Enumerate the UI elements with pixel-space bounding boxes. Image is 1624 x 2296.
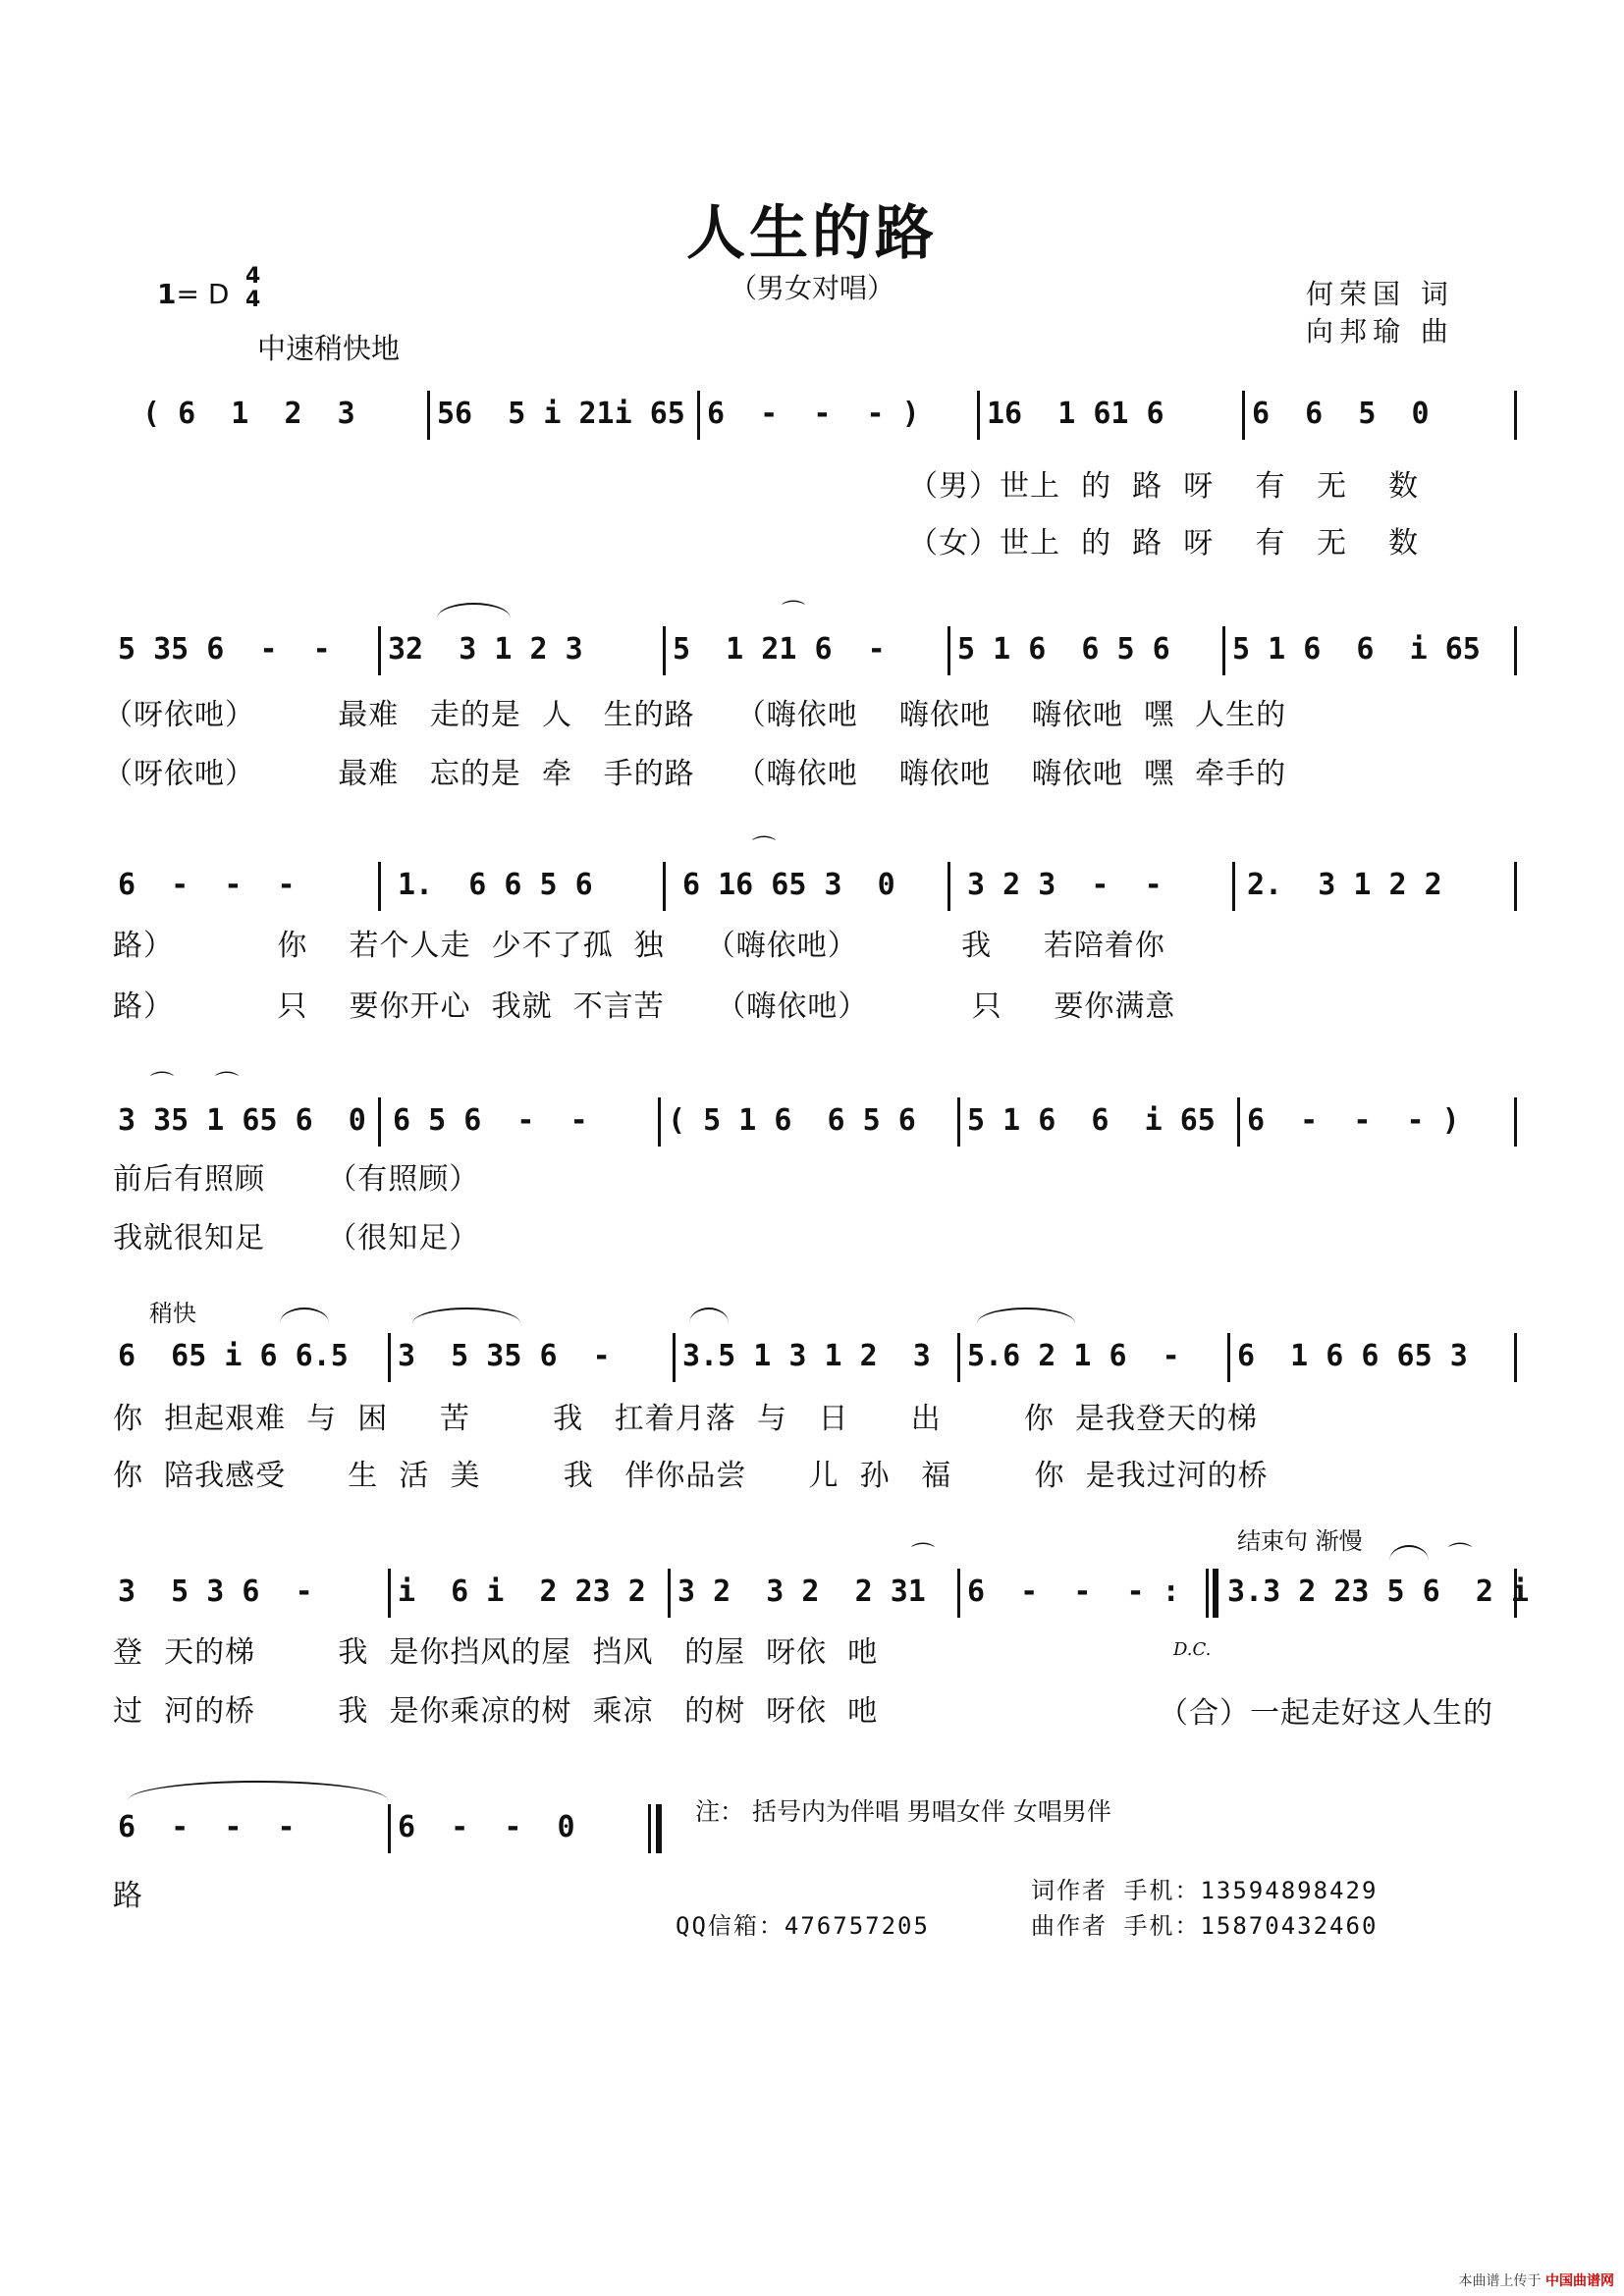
barline bbox=[947, 862, 950, 911]
measure: 6 - - - bbox=[118, 868, 313, 902]
measure: 3 2 3 2 2 31 bbox=[677, 1575, 944, 1609]
measure: 3.3 2 23 5 6 2 i bbox=[1227, 1575, 1547, 1609]
watermark-text: 本曲谱上传于 bbox=[1458, 2273, 1542, 2289]
barline bbox=[378, 626, 381, 675]
measure: 6 - - - : bbox=[967, 1575, 1180, 1609]
measure: i 6 i 2 23 2 bbox=[398, 1575, 664, 1609]
fermata-icon: ⌒ bbox=[752, 834, 776, 862]
measure: 6 1 6 6 65 3 bbox=[1237, 1339, 1486, 1373]
barline bbox=[947, 626, 950, 675]
measure: 32 3 1 2 3 bbox=[388, 632, 601, 667]
measure: 1. 6 6 5 6 bbox=[398, 868, 611, 902]
fermata-icon: ⌒ bbox=[215, 1070, 239, 1097]
time-bottom: 4 bbox=[245, 288, 261, 312]
lyrics-female: 路） 只 要你开心 我就 不言苦 （嗨依吔） 只 要你满意 bbox=[113, 989, 1176, 1024]
accompaniment-note: 注： 括号内为伴唱 男唱女伴 女唱男伴 bbox=[695, 1797, 1111, 1826]
ending-label: 结束句 渐慢 bbox=[1237, 1527, 1363, 1555]
barline bbox=[663, 862, 666, 911]
site-watermark bbox=[1459, 2270, 1614, 2290]
measure: 5 1 6 6 5 6 bbox=[957, 632, 1188, 667]
lyrics-male: 登 天的梯 我 是你挡风的屋 挡风 的屋 呀依 吔 bbox=[113, 1635, 879, 1670]
lyrics-female: 你 陪我感受 生 活 美 我 伴你品尝 儿 孙 福 你 是我过河的桥 bbox=[113, 1459, 1269, 1493]
measure: 6 16 65 3 0 bbox=[682, 868, 913, 902]
chorus-lyrics: （合）一起走好这人生的 bbox=[1159, 1696, 1493, 1731]
barline bbox=[1227, 1333, 1230, 1382]
barline bbox=[1514, 862, 1517, 911]
barline bbox=[388, 1333, 391, 1382]
measure: 5 1 6 6 i 65 bbox=[1232, 632, 1481, 667]
time-signature bbox=[245, 265, 260, 312]
barline bbox=[957, 1097, 960, 1147]
measure: 3 35 1 65 6 0 bbox=[118, 1103, 384, 1138]
tempo-marking: 中速稍快地 bbox=[257, 332, 401, 365]
da-capo: D.C. bbox=[1173, 1639, 1212, 1660]
measure: 6 65 i 6 6.5 bbox=[118, 1339, 366, 1373]
measure: 5 35 6 - - bbox=[118, 632, 349, 667]
measure: 6 5 6 - - bbox=[393, 1103, 606, 1138]
slur bbox=[437, 603, 511, 618]
key-signature bbox=[157, 278, 229, 310]
barline bbox=[977, 391, 980, 440]
measure: 16 1 61 6 bbox=[987, 397, 1182, 431]
barline bbox=[1514, 1097, 1517, 1147]
lyrics-male: 路） 你 若个人走 少不了孤 独 （嗨依吔） 我 若陪着你 bbox=[113, 929, 1165, 963]
measure: 6 6 5 0 bbox=[1252, 397, 1447, 431]
barline bbox=[668, 1569, 671, 1618]
barline bbox=[1222, 626, 1225, 675]
measure: 3 5 3 6 - bbox=[118, 1575, 331, 1609]
slur bbox=[280, 1308, 329, 1323]
measure: 3.5 1 3 1 2 3 bbox=[682, 1339, 948, 1373]
measure: 56 5 i 21i 65 bbox=[437, 397, 703, 431]
barline bbox=[656, 1804, 662, 1853]
slur bbox=[1389, 1545, 1429, 1561]
qq-email: QQ信箱：476757205 bbox=[676, 1912, 930, 1940]
measure: 5.6 2 1 6 - bbox=[967, 1339, 1198, 1373]
measure: 3 2 3 - - bbox=[967, 868, 1180, 902]
lyrics-male: （男）世上 的 路 呀 有 无 数 bbox=[908, 469, 1420, 504]
measure: 5 1 21 6 - bbox=[673, 632, 903, 667]
barline bbox=[673, 1333, 676, 1382]
fermata-icon: ⌒ bbox=[150, 1070, 174, 1097]
barline bbox=[388, 1569, 391, 1618]
lyrics-female: （呀依吔） 最难 忘的是 牵 手的路 （嗨依吔 嗨依吔 嗨依吔 嘿 牵手的 bbox=[103, 757, 1287, 791]
barline bbox=[648, 1804, 651, 1853]
song-subtitle: （男女对唱） bbox=[729, 272, 894, 304]
lyrics-male: 路 bbox=[113, 1879, 143, 1913]
fermata-icon: ⌒ bbox=[782, 599, 805, 626]
measure: 5 1 6 6 i 65 bbox=[967, 1103, 1233, 1138]
slur bbox=[689, 1308, 729, 1323]
barline bbox=[957, 1333, 960, 1382]
measure: 6 - - 0 bbox=[398, 1810, 593, 1844]
barline bbox=[378, 862, 381, 911]
slur bbox=[128, 1781, 388, 1800]
lyrics-male: 你 担起艰难 与 困 苦 我 扛着月落 与 日 出 你 是我登天的梯 bbox=[113, 1402, 1259, 1436]
measure: 6 - - - ) bbox=[707, 397, 920, 431]
composer-credit: 向邦瑜 曲 bbox=[1306, 315, 1454, 347]
lyricist-contact: 词作者 手机：13594898429 bbox=[1031, 1877, 1379, 1904]
barline bbox=[1206, 1569, 1209, 1618]
barline bbox=[1514, 1333, 1517, 1382]
lyrics-male: （呀依吔） 最难 走的是 人 生的路 （嗨依吔 嗨依吔 嗨依吔 嘿 人生的 bbox=[103, 698, 1287, 732]
barline bbox=[427, 391, 430, 440]
barline bbox=[663, 626, 666, 675]
lyrics-female: 过 河的桥 我 是你乘凉的树 乘凉 的树 呀依 吔 bbox=[113, 1694, 879, 1729]
key-tonic: 1 bbox=[157, 278, 177, 310]
fermata-icon: ⌒ bbox=[1448, 1541, 1472, 1569]
barline bbox=[1242, 391, 1245, 440]
barline bbox=[658, 1097, 661, 1147]
barline bbox=[388, 1804, 391, 1853]
slur bbox=[977, 1308, 1075, 1323]
barline bbox=[957, 1569, 960, 1618]
tempo-change-label: 稍快 bbox=[149, 1300, 196, 1327]
barline bbox=[1232, 862, 1235, 911]
barline bbox=[1213, 1569, 1218, 1618]
measure: 6 - - - bbox=[118, 1810, 313, 1844]
key-rest: = D bbox=[176, 278, 230, 310]
measure: 6 - - - ) bbox=[1247, 1103, 1460, 1138]
fermata-icon: ⌒ bbox=[911, 1541, 935, 1569]
lyrics-male: 前后有照顾 （有照顾） bbox=[113, 1162, 480, 1197]
lyricist-credit: 何荣国 词 bbox=[1306, 278, 1454, 310]
measure: ( 5 1 6 6 5 6 bbox=[668, 1103, 934, 1138]
song-title: 人生的路 bbox=[686, 199, 938, 268]
barline bbox=[1237, 1097, 1240, 1147]
measure: 3 5 35 6 - bbox=[398, 1339, 628, 1373]
lyrics-female: 我就很知足 （很知足） bbox=[113, 1221, 480, 1255]
composer-contact: 曲作者 手机：15870432460 bbox=[1031, 1912, 1379, 1940]
watermark-logo: 中国曲谱网 bbox=[1545, 2273, 1614, 2289]
lyrics-female: （女）世上 的 路 呀 有 无 数 bbox=[908, 526, 1420, 561]
measure: 2. 3 1 2 2 bbox=[1247, 868, 1460, 902]
measure: ( 6 1 2 3 bbox=[142, 397, 373, 431]
slur bbox=[412, 1308, 520, 1323]
time-top: 4 bbox=[245, 264, 261, 289]
barline bbox=[1514, 391, 1517, 440]
barline bbox=[1514, 626, 1517, 675]
